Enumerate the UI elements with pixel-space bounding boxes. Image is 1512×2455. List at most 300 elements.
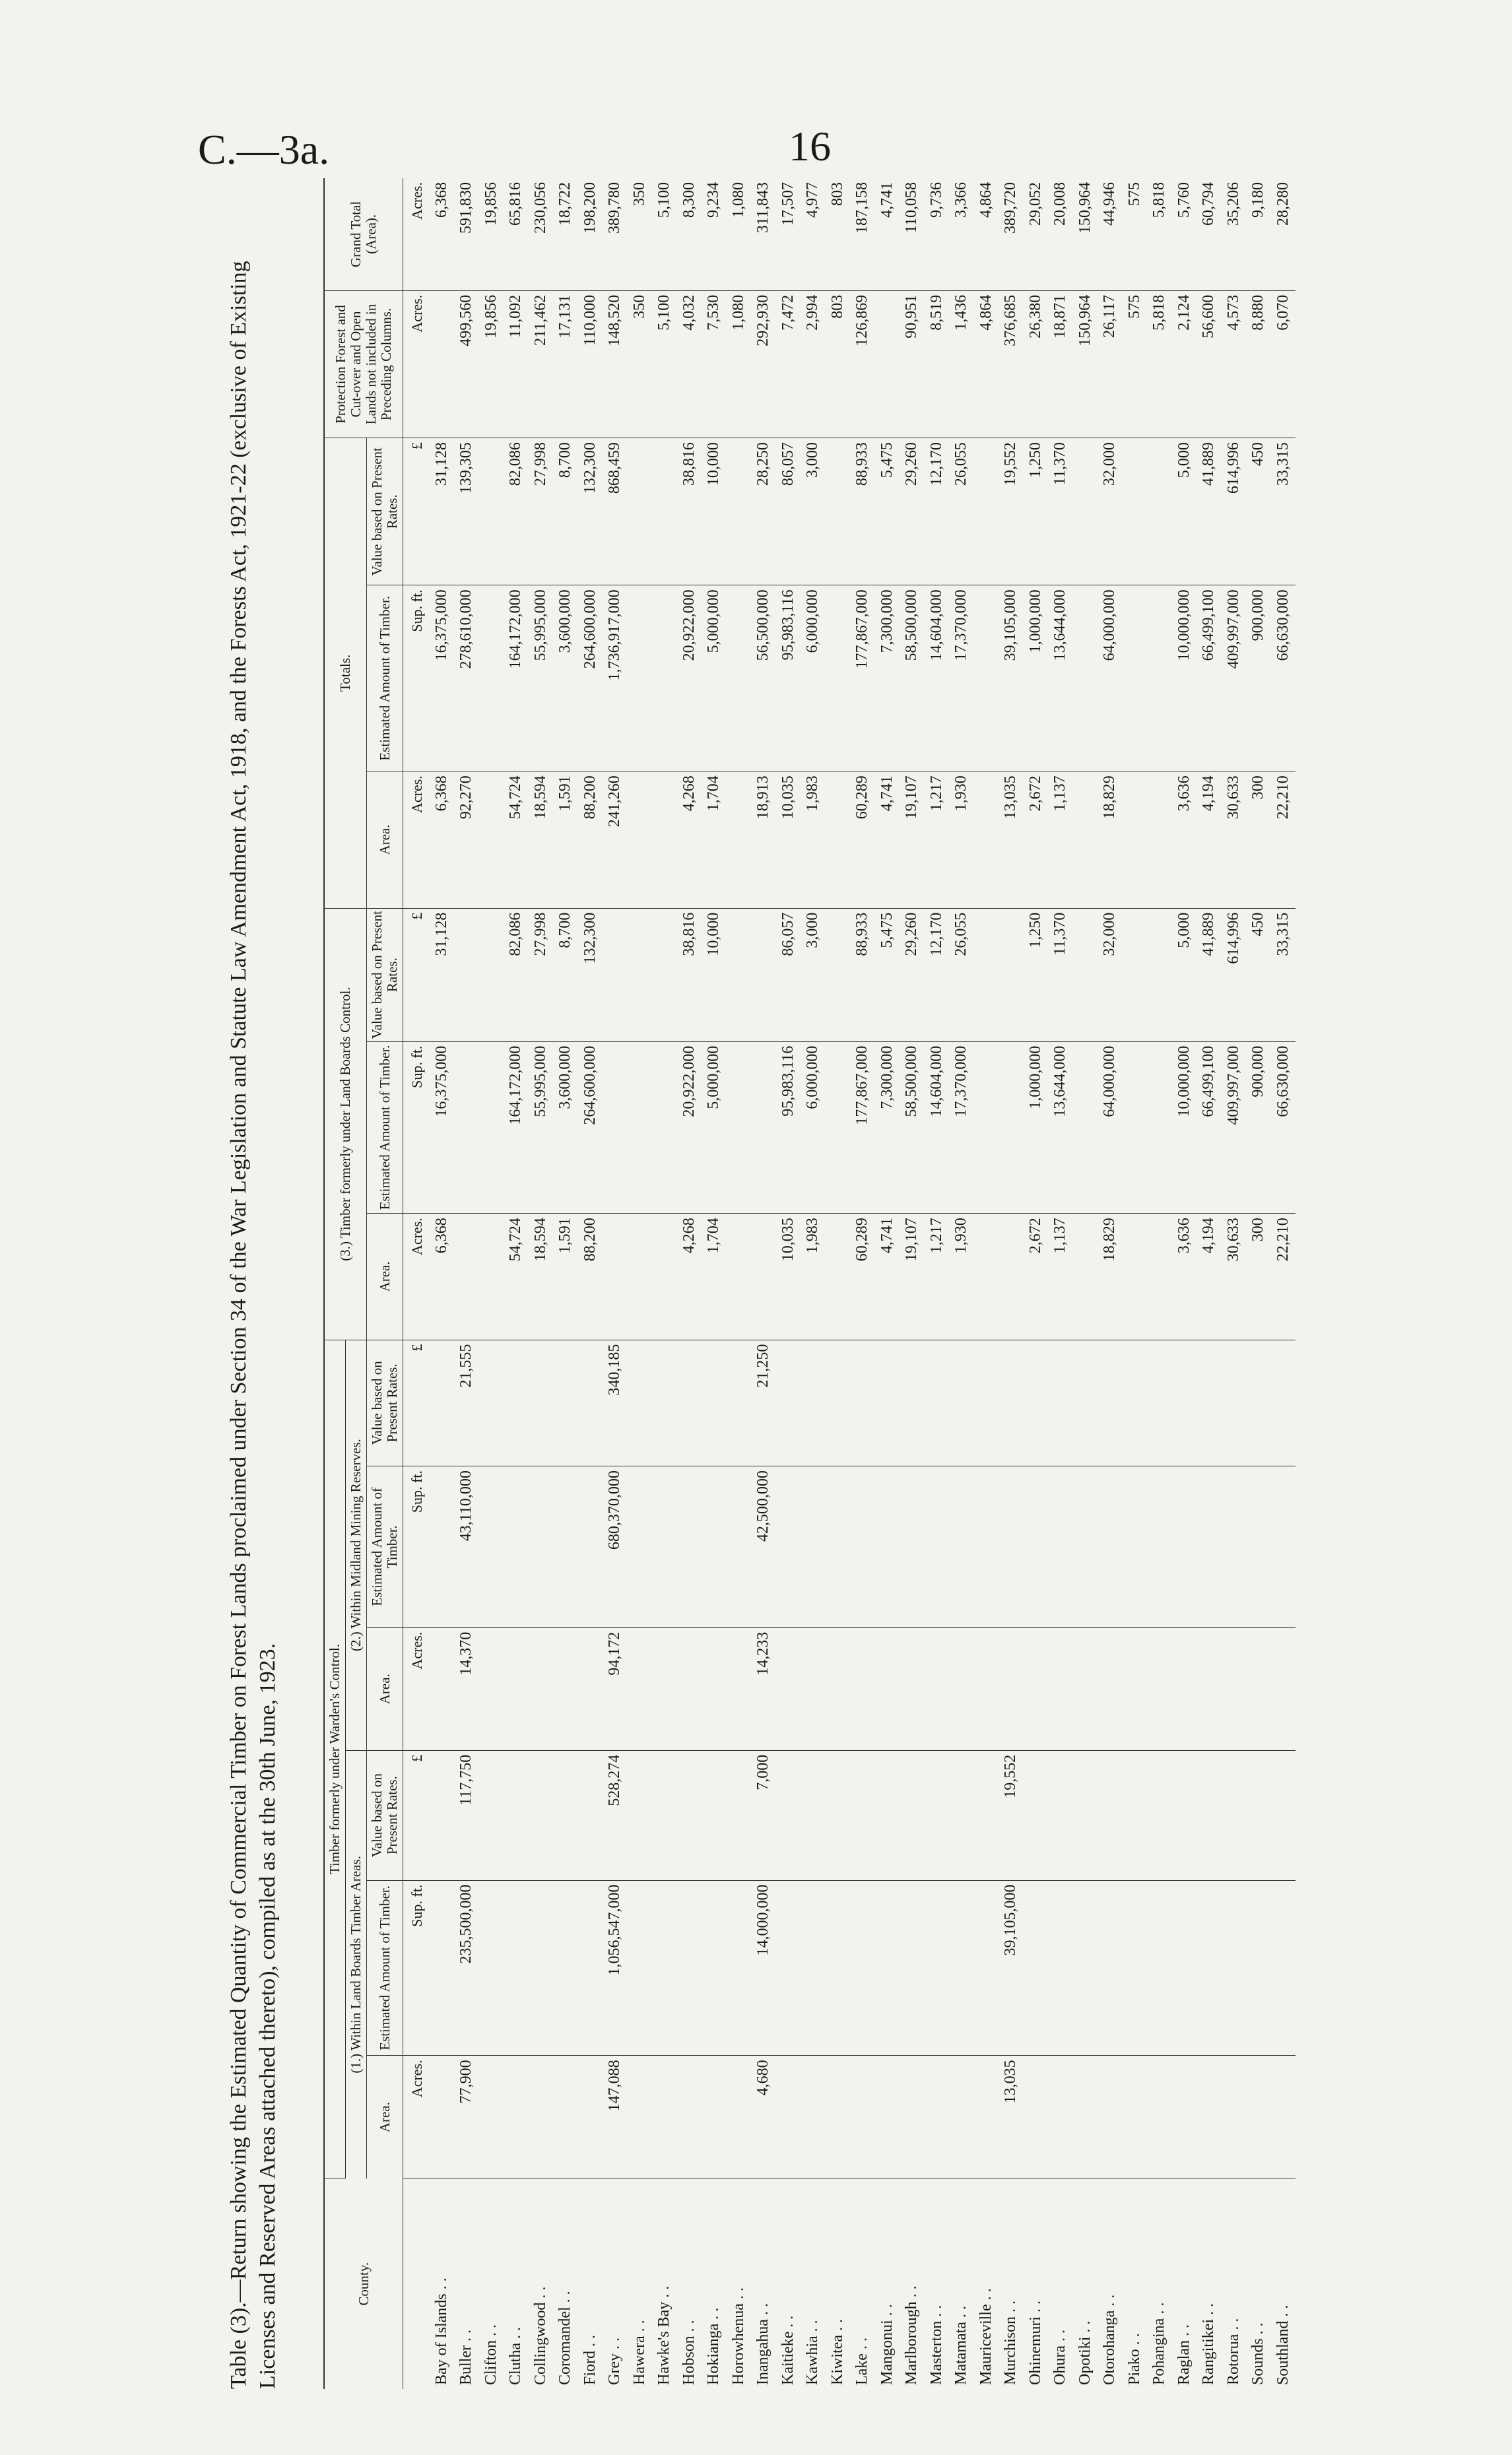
table-cell: 1,080 — [727, 178, 752, 290]
table-cell — [529, 2056, 554, 2178]
page-reference: C.—3a. — [198, 126, 330, 173]
table-cell: 11,370 — [1048, 438, 1073, 585]
table-cell: 409,997,000 — [1222, 585, 1247, 771]
table-cell: 32,000 — [1098, 908, 1123, 1041]
table-cell: 95,983,116 — [776, 1041, 801, 1214]
table-cell — [1172, 1627, 1197, 1750]
table-cell: 31,128 — [430, 438, 455, 585]
table-cell: 2,672 — [1024, 771, 1049, 908]
table-cell: 14,370 — [454, 1627, 479, 1750]
table-cell: 60,794 — [1197, 178, 1222, 290]
table-cell: 5,475 — [875, 908, 900, 1041]
table-cell: 340,185 — [603, 1340, 628, 1466]
table-cell: 389,720 — [999, 178, 1024, 290]
amount-header: Estimated Amount of Timber. — [367, 1041, 403, 1214]
table-cell — [628, 1340, 653, 1466]
table-cell — [974, 1041, 999, 1214]
table-row — [1246, 178, 1271, 2389]
table-cell — [702, 1750, 727, 1880]
county-name: Hobson . . — [680, 2320, 698, 2385]
table-cell: 803 — [826, 290, 851, 438]
table-row — [652, 178, 677, 2389]
protection-header: Protection Forest and Cut-over and Open Lands not included in Preceding Columns. — [324, 290, 403, 438]
table-cell — [974, 908, 999, 1041]
table-row — [875, 178, 900, 2389]
table-cell — [702, 1627, 727, 1750]
table-cell: 90,951 — [900, 290, 925, 438]
table-cell: 5,000 — [1172, 908, 1197, 1041]
table-cell: 4,268 — [677, 1214, 702, 1340]
table-cell — [727, 771, 752, 908]
table-row — [628, 178, 653, 2389]
table-cell — [900, 1627, 925, 1750]
table-cell: 6,000,000 — [801, 1041, 826, 1214]
table-cell — [1246, 1880, 1271, 2056]
table-cell: 10,000,000 — [1172, 1041, 1197, 1214]
table-cell — [479, 1340, 504, 1466]
table-cell — [1271, 2056, 1296, 2178]
table-cell — [578, 2056, 603, 2178]
table-cell — [504, 1627, 529, 1750]
table-cell — [1048, 1340, 1073, 1466]
table-cell — [677, 1627, 702, 1750]
table-row — [1024, 178, 1049, 2389]
county-name: Rangitikei . . — [1200, 2303, 1218, 2385]
table-cell: 66,630,000 — [1271, 1041, 1296, 1214]
table-cell — [1073, 1340, 1098, 1466]
table-cell — [652, 1627, 677, 1750]
table-cell: 110,000 — [578, 290, 603, 438]
table-cell — [1123, 585, 1148, 771]
table-cell — [1271, 1750, 1296, 1880]
table-cell — [702, 1466, 727, 1628]
table-cell: 300 — [1246, 771, 1271, 908]
table-cell — [727, 1750, 752, 1880]
table-row — [553, 178, 578, 2389]
table-cell — [578, 1340, 603, 1466]
table-cell — [504, 1340, 529, 1466]
table-cell — [702, 1340, 727, 1466]
table-cell: 38,816 — [677, 908, 702, 1041]
table-cell: 18,594 — [529, 1214, 554, 1340]
table-cell — [1073, 438, 1098, 585]
table-cell: 1,250 — [1024, 908, 1049, 1041]
header-row-3 — [367, 178, 403, 2389]
table-cell — [1222, 2056, 1247, 2178]
table-row — [949, 178, 974, 2389]
table-cell — [1048, 2056, 1073, 2178]
table-cell — [1123, 2056, 1148, 2178]
table-cell: 4,573 — [1222, 290, 1247, 438]
table-cell: 31,128 — [430, 908, 455, 1041]
table-cell — [529, 1880, 554, 2056]
table-cell: 21,250 — [751, 1340, 776, 1466]
table-cell: 4,032 — [677, 290, 702, 438]
table-cell — [1098, 2056, 1123, 2178]
table-cell — [900, 1880, 925, 2056]
table-cell: 14,000,000 — [751, 1880, 776, 2056]
table-cell — [1271, 1340, 1296, 1466]
table-cell — [826, 438, 851, 585]
header-row-1 — [324, 178, 346, 2389]
table-cell — [553, 1750, 578, 1880]
table-cell: 64,000,000 — [1098, 1041, 1123, 1214]
county-name: Hawke's Bay . . — [655, 2285, 673, 2385]
table-cell: 13,644,000 — [1048, 585, 1073, 771]
table-cell — [1073, 1627, 1098, 1750]
table-cell — [826, 908, 851, 1041]
county-name: Hokianga . . — [705, 2307, 723, 2385]
group1-header: (1.) Within Land Boards Timber Areas. — [346, 1750, 367, 2178]
table-cell — [430, 1880, 455, 2056]
table-cell: 1,436 — [949, 290, 974, 438]
table-cell: 66,499,100 — [1197, 1041, 1222, 1214]
table-cell: 35,206 — [1222, 178, 1247, 290]
table-cell — [1147, 1627, 1172, 1750]
table-row — [751, 178, 776, 2389]
table-cell: 54,724 — [504, 771, 529, 908]
table-cell: 27,998 — [529, 438, 554, 585]
table-cell — [479, 908, 504, 1041]
table-cell — [1098, 1466, 1123, 1628]
table-cell: 450 — [1246, 908, 1271, 1041]
table-cell: 1,000,000 — [1024, 1041, 1049, 1214]
table-cell: 300 — [1246, 1214, 1271, 1340]
table-cell: 10,000 — [702, 908, 727, 1041]
county-name — [403, 2178, 430, 2389]
table-cell: Acres. — [403, 1214, 430, 1340]
table-cell — [628, 2056, 653, 2178]
group3-header: (3.) Timber formerly under Land Boards Control. — [324, 908, 367, 1340]
table-cell — [949, 1880, 974, 2056]
table-cell: 126,869 — [850, 290, 875, 438]
table-cell: 10,000 — [702, 438, 727, 585]
table-cell: 900,000 — [1246, 585, 1271, 771]
table-cell — [727, 1880, 752, 2056]
county-name: Horowhenua . . — [729, 2287, 747, 2385]
table-cell: 19,856 — [479, 290, 504, 438]
table-cell: 1,137 — [1048, 1214, 1073, 1340]
table-cell: 164,172,000 — [504, 1041, 529, 1214]
table-cell — [826, 1750, 851, 1880]
table-cell: 278,610,000 — [454, 585, 479, 771]
table-cell — [628, 1880, 653, 2056]
table-cell — [553, 1627, 578, 1750]
table-cell — [1024, 2056, 1049, 2178]
table-cell: 18,871 — [1048, 290, 1073, 438]
table-cell: 264,600,000 — [578, 585, 603, 771]
table-cell: 1,056,547,000 — [603, 1880, 628, 2056]
amount-header: Estimated Amount of Timber. — [367, 1466, 403, 1628]
table-cell — [1123, 1340, 1148, 1466]
table-cell — [1246, 1627, 1271, 1750]
table-cell: 10,000,000 — [1172, 585, 1197, 771]
table-row — [1147, 178, 1172, 2389]
table-cell: 56,500,000 — [751, 585, 776, 771]
table-cell: 13,035 — [999, 2056, 1024, 2178]
table-row — [850, 178, 875, 2389]
table-cell — [925, 1880, 950, 2056]
table-cell — [1098, 1880, 1123, 2056]
table-cell: 1,930 — [949, 1214, 974, 1340]
table-cell: 26,380 — [1024, 290, 1049, 438]
table-cell: 117,750 — [454, 1750, 479, 1880]
table-cell: 139,305 — [454, 438, 479, 585]
table-cell — [578, 1466, 603, 1628]
table-cell: 1,591 — [553, 1214, 578, 1340]
table-cell — [949, 2056, 974, 2178]
table-cell — [727, 908, 752, 1041]
table-cell — [430, 2056, 455, 2178]
table-cell — [702, 2056, 727, 2178]
table-cell — [1197, 1750, 1222, 1880]
table-cell — [1123, 1880, 1148, 2056]
table-cell: 9,736 — [925, 178, 950, 290]
table-cell: 177,867,000 — [850, 585, 875, 771]
table-cell: 2,672 — [1024, 1214, 1049, 1340]
table-cell — [1271, 1880, 1296, 2056]
table-cell: 65,816 — [504, 178, 529, 290]
table-cell — [727, 1627, 752, 1750]
county-name: Mauriceville . . — [977, 2288, 995, 2385]
table-cell — [826, 771, 851, 908]
table-cell: 17,370,000 — [949, 585, 974, 771]
table-cell — [875, 1466, 900, 1628]
table-cell — [751, 1041, 776, 1214]
table-row — [578, 178, 603, 2389]
table-cell: 66,630,000 — [1271, 585, 1296, 771]
table-body — [403, 178, 1296, 2389]
table-cell — [1098, 1750, 1123, 1880]
table-cell — [479, 585, 504, 771]
table-cell — [949, 1750, 974, 1880]
table-cell — [603, 1214, 628, 1340]
table-cell: 54,724 — [504, 1214, 529, 1340]
table-cell — [1024, 1466, 1049, 1628]
table-cell: 5,818 — [1147, 290, 1172, 438]
table-cell — [900, 1340, 925, 1466]
table-row — [1271, 178, 1296, 2389]
table-cell: 187,158 — [850, 178, 875, 290]
table-cell: 4,864 — [974, 290, 999, 438]
table-row — [999, 178, 1024, 2389]
table-cell: 60,289 — [850, 771, 875, 908]
table-cell — [1246, 2056, 1271, 2178]
table-cell: £ — [403, 1750, 430, 1880]
table-cell — [1024, 1880, 1049, 2056]
table-cell: 18,594 — [529, 771, 554, 908]
table-cell — [1073, 1880, 1098, 2056]
table-cell — [776, 1750, 801, 1880]
county-name: Marlborough . . — [903, 2285, 921, 2385]
table-cell: 19,107 — [900, 771, 925, 908]
table-cell — [603, 1041, 628, 1214]
table-cell: 29,052 — [1024, 178, 1049, 290]
table-cell: 164,172,000 — [504, 585, 529, 771]
table-cell — [1024, 1750, 1049, 1880]
table-cell — [504, 2056, 529, 2178]
table-cell — [578, 1880, 603, 2056]
table-cell: 1,217 — [925, 771, 950, 908]
table-cell — [479, 1214, 504, 1340]
table-cell — [1073, 771, 1098, 908]
table-cell — [479, 2056, 504, 2178]
table-cell: 26,055 — [949, 438, 974, 585]
table-cell — [974, 1880, 999, 2056]
table-cell: 5,100 — [652, 178, 677, 290]
table-cell: 16,375,000 — [430, 585, 455, 771]
table-row — [529, 178, 554, 2389]
rotated-table-area — [224, 178, 1386, 2389]
table-cell: 150,964 — [1073, 290, 1098, 438]
table-cell — [1073, 1466, 1098, 1628]
table-cell — [1172, 1466, 1197, 1628]
table-cell — [652, 1750, 677, 1880]
table-cell: 1,983 — [801, 1214, 826, 1340]
table-cell — [1222, 1750, 1247, 1880]
table-cell — [1172, 1880, 1197, 2056]
table-cell: 10,035 — [776, 1214, 801, 1340]
table-cell: 55,995,000 — [529, 1041, 554, 1214]
table-cell: 148,520 — [603, 290, 628, 438]
table-cell — [1073, 1750, 1098, 1880]
table-cell: 19,552 — [999, 1750, 1024, 1880]
table-cell — [553, 1880, 578, 2056]
table-cell — [652, 438, 677, 585]
table-cell: 241,260 — [603, 771, 628, 908]
table-cell: 18,722 — [553, 178, 578, 290]
table-cell — [1024, 1627, 1049, 1750]
table-cell: 264,600,000 — [578, 1041, 603, 1214]
table-cell — [553, 1340, 578, 1466]
table-cell — [925, 1340, 950, 1466]
table-cell — [702, 1880, 727, 2056]
amount-header: Estimated Amount of Timber. — [367, 1880, 403, 2056]
table-row — [603, 178, 628, 2389]
table-cell: 499,560 — [454, 290, 479, 438]
table-cell: 1,080 — [727, 290, 752, 438]
table-cell — [1222, 1466, 1247, 1628]
table-cell — [1123, 1466, 1148, 1628]
county-name: Opotiki . . — [1076, 2320, 1094, 2385]
table-cell — [1147, 1466, 1172, 1628]
table-cell — [1222, 1880, 1247, 2056]
table-cell: 8,700 — [553, 908, 578, 1041]
table-cell — [652, 908, 677, 1041]
table-cell — [875, 1340, 900, 1466]
table-cell: 43,110,000 — [454, 1466, 479, 1628]
table-cell — [875, 1750, 900, 1880]
table-cell: 95,983,116 — [776, 585, 801, 771]
county-name: Ohura . . — [1051, 2330, 1069, 2385]
table-cell: 9,180 — [1246, 178, 1271, 290]
table-cell: 1,704 — [702, 771, 727, 908]
table-cell — [727, 438, 752, 585]
table-cell: 4,268 — [677, 771, 702, 908]
totals-header: Totals. — [324, 438, 367, 908]
table-cell: 7,300,000 — [875, 1041, 900, 1214]
county-name: Murchison . . — [1002, 2301, 1020, 2385]
table-cell — [826, 1627, 851, 1750]
table-cell — [1147, 771, 1172, 908]
table-cell — [826, 1340, 851, 1466]
table-cell — [504, 1750, 529, 1880]
table-cell — [850, 1340, 875, 1466]
warden-header: Timber formerly under Warden's Control. — [324, 1340, 346, 2178]
table-cell — [925, 1627, 950, 1750]
table-cell: £ — [403, 908, 430, 1041]
table-cell — [949, 1340, 974, 1466]
table-cell — [1098, 1627, 1123, 1750]
table-cell: 14,233 — [751, 1627, 776, 1750]
table-cell — [801, 1627, 826, 1750]
table-cell — [1123, 438, 1148, 585]
table-row — [801, 178, 826, 2389]
area-header: Area. — [367, 2056, 403, 2178]
table-cell: 528,274 — [603, 1750, 628, 1880]
table-cell: Sup. ft. — [403, 1041, 430, 1214]
table-cell: 14,604,000 — [925, 585, 950, 771]
table-cell — [1172, 1750, 1197, 1880]
county-name: Raglan . . — [1175, 2324, 1193, 2385]
amount-header: Estimated Amount of Timber. — [367, 585, 403, 771]
table-cell — [801, 1880, 826, 2056]
table-cell: 6,000,000 — [801, 585, 826, 771]
table-cell — [875, 1627, 900, 1750]
table-cell — [652, 1214, 677, 1340]
table-cell: 14,604,000 — [925, 1041, 950, 1214]
county-name: Kaitieke . . — [779, 2315, 797, 2385]
county-name: Mangonui . . — [878, 2304, 896, 2385]
table-cell — [776, 2056, 801, 2178]
table-cell: 13,644,000 — [1048, 1041, 1073, 1214]
table-cell — [1197, 1627, 1222, 1750]
table-cell — [1147, 1214, 1172, 1340]
table-cell — [826, 1041, 851, 1214]
table-cell — [430, 1627, 455, 1750]
table-cell: 1,983 — [801, 771, 826, 908]
table-cell: 110,058 — [900, 178, 925, 290]
table-cell — [999, 908, 1024, 1041]
table-cell: 1,137 — [1048, 771, 1073, 908]
table-cell: 4,977 — [801, 178, 826, 290]
table-cell — [652, 1340, 677, 1466]
table-cell: 575 — [1123, 290, 1148, 438]
value-header: Value based on Present Rates. — [367, 1750, 403, 1880]
table-cell — [999, 1041, 1024, 1214]
table-cell: 5,000,000 — [702, 585, 727, 771]
table-cell — [999, 1214, 1024, 1340]
table-cell: 77,900 — [454, 2056, 479, 2178]
table-cell: 803 — [826, 178, 851, 290]
table-cell: 3,636 — [1172, 1214, 1197, 1340]
timber-return-table — [323, 178, 1296, 2389]
table-row — [454, 178, 479, 2389]
table-cell — [801, 1750, 826, 1880]
table-cell: 18,829 — [1098, 771, 1123, 908]
table-cell: 7,530 — [702, 290, 727, 438]
table-cell — [1073, 1041, 1098, 1214]
county-name: Pohangina . . — [1150, 2302, 1168, 2385]
county-name: Buller . . — [457, 2330, 475, 2385]
table-row — [677, 178, 702, 2389]
table-row — [974, 178, 999, 2389]
table-cell: 55,995,000 — [529, 585, 554, 771]
table-cell — [875, 2056, 900, 2178]
table-row — [1222, 178, 1247, 2389]
table-cell: 5,760 — [1172, 178, 1197, 290]
table-cell — [652, 1880, 677, 2056]
